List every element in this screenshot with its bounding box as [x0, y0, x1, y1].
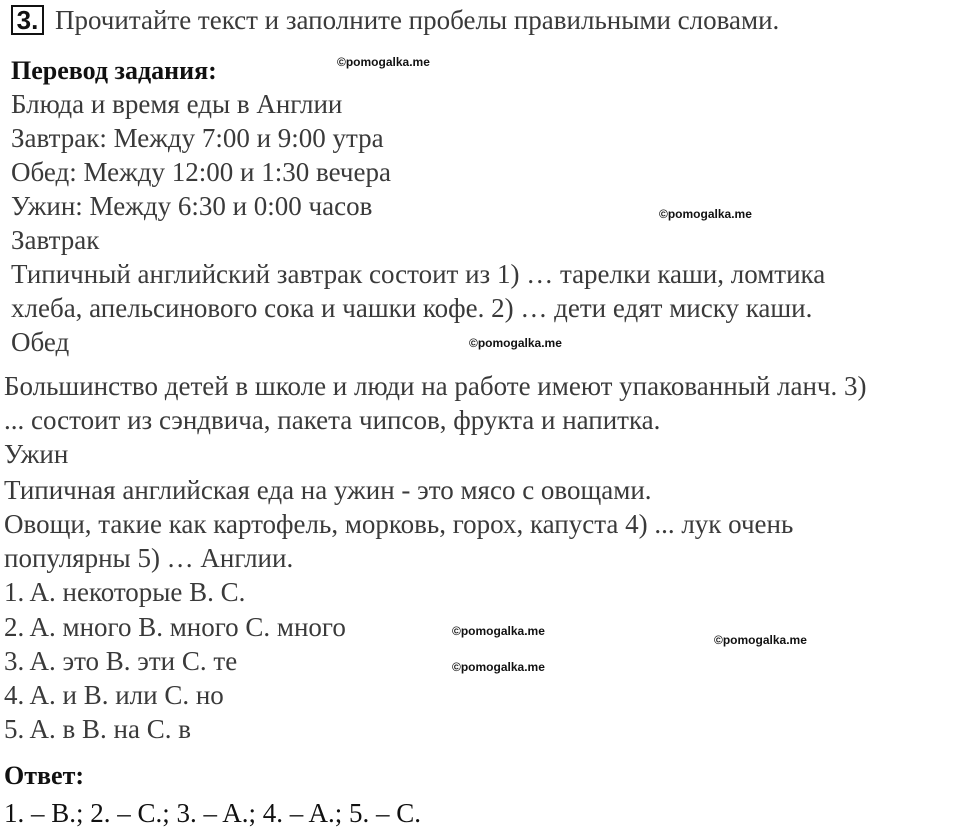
- translation-line: Блюда и время еды в Англии: [11, 89, 343, 119]
- watermark: ©pomogalka.me: [469, 336, 562, 350]
- translation-line: Типичный английский завтрак состоит из 1) … тарелки каши, ломтика: [11, 259, 826, 289]
- option-line: 4. A. и B. или C. но: [4, 680, 224, 710]
- translation-line: Ужин: [4, 439, 69, 469]
- option-line: 1. A. некоторые B. C.: [4, 577, 246, 607]
- watermark: ©pomogalka.me: [337, 55, 430, 69]
- option-line: 2. A. много B. много C. много: [4, 612, 346, 642]
- watermark: ©pomogalka.me: [452, 624, 545, 638]
- translation-line: Овощи, такие как картофель, морковь, горох, капуста 4) ... лук очень: [4, 509, 794, 539]
- translation-line: Типичная английская еда на ужин - это мясо с овощами.: [4, 475, 652, 505]
- translation-line: ... состоит из сэндвича, пакета чипсов, фрукта и напитка.: [4, 405, 661, 435]
- translation-line: Обед: [11, 327, 70, 357]
- translation-line: популярны 5) … Англии.: [4, 543, 294, 573]
- translation-line: Ужин: Между 6:30 и 0:00 часов: [11, 191, 373, 221]
- translation-heading: Перевод задания:: [11, 56, 217, 85]
- answer-text: 1. – B.; 2. – C.; 3. – A.; 4. – A.; 5. – C.: [4, 798, 422, 828]
- watermark: ©pomogalka.me: [659, 207, 752, 221]
- task-instruction: Прочитайте текст и заполните пробелы правильными словами.: [55, 5, 780, 35]
- translation-line: хлеба, апельсинового сока и чашки кофе. 2) … дети едят миску каши.: [11, 293, 813, 323]
- translation-line: Большинство детей в школе и люди на работе имеют упакованный ланч. 3): [4, 371, 867, 401]
- task-number-box: 3.: [11, 5, 44, 35]
- watermark: ©pomogalka.me: [714, 633, 807, 647]
- option-line: 5. A. в B. на C. в: [4, 714, 191, 744]
- translation-line: Завтрак: Между 7:00 и 9:00 утра: [11, 123, 384, 153]
- translation-line: Завтрак: [11, 225, 100, 255]
- watermark: ©pomogalka.me: [452, 660, 545, 674]
- option-line: 3. A. это B. эти C. те: [4, 646, 238, 676]
- answer-heading: Ответ:: [4, 761, 85, 790]
- translation-line: Обед: Между 12:00 и 1:30 вечера: [11, 157, 391, 187]
